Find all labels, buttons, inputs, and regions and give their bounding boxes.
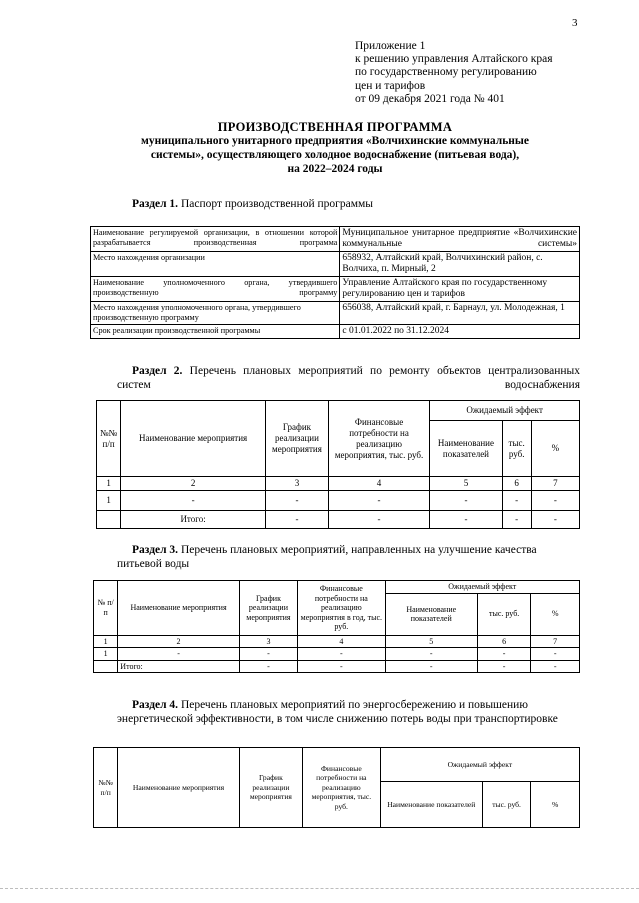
col-number: 3 <box>266 477 329 491</box>
table-cell: - <box>266 491 329 511</box>
header-indicator: Наименование показателей <box>430 421 502 477</box>
title-main: ПРОИЗВОДСТВЕННАЯ ПРОГРАММА <box>217 120 453 134</box>
col-number: 2 <box>118 635 240 648</box>
appendix-line: по государственному регулированию <box>355 66 537 79</box>
table-cell: 1 <box>97 491 121 511</box>
passport-cell-label: Наименование регулируемой организации, в отношении которой разрабатывается производственная программа <box>91 227 340 252</box>
table-cell: - <box>298 648 385 661</box>
passport-cell-value: 656038, Алтайский край, г. Барнаул, ул. Молодежная, 1 <box>340 302 580 325</box>
table-total-row <box>94 660 580 673</box>
section3-text: Перечень плановых мероприятий, направленных на улучшение качества питьевой воды <box>117 544 537 570</box>
table-cell: - <box>531 511 579 529</box>
total-label: Итого: <box>121 511 266 529</box>
table-row <box>91 227 580 252</box>
table-cell: - <box>328 511 429 529</box>
table-total-row <box>97 511 580 529</box>
passport-cell-label: Место нахождения уполномоченного органа, утвердившего производственную программу <box>91 302 340 325</box>
table-cell <box>97 511 121 529</box>
col-number: 6 <box>477 635 530 648</box>
header-schedule: График реализации мероприятия <box>239 581 297 636</box>
passport-cell-label: Наименование уполномоченного органа, утвердившего производственную программу <box>91 277 340 302</box>
page-number: 3 <box>572 17 578 29</box>
col-number: 1 <box>94 635 118 648</box>
header-effect: Ожидаемый эффект <box>430 401 580 421</box>
section3-label: Раздел 3. <box>132 544 179 556</box>
table-cell: - <box>298 660 385 673</box>
energy-saving-table <box>93 747 580 828</box>
header-name: Наименование мероприятия <box>118 581 240 636</box>
table-cell: - <box>531 648 580 661</box>
table-cell: - <box>531 660 580 673</box>
document-title <box>90 120 580 176</box>
water-quality-table <box>93 580 580 673</box>
table-cell: - <box>477 648 530 661</box>
table-cell: - <box>385 648 477 661</box>
table-cell: - <box>121 491 266 511</box>
header-rub: тыс. руб. <box>477 593 530 635</box>
table-cell: - <box>477 660 530 673</box>
passport-cell-value: 658932, Алтайский край, Волчихинский район, с. Волчиха, п. Мирный, 2 <box>340 252 580 277</box>
header-pct: % <box>531 593 580 635</box>
col-number: 5 <box>385 635 477 648</box>
header-name: Наименование мероприятия <box>118 748 240 828</box>
table-header-row <box>97 401 580 421</box>
table-cell: - <box>385 660 477 673</box>
table-cell <box>94 660 118 673</box>
table-cell: - <box>266 511 329 529</box>
header-pct: % <box>531 421 579 477</box>
header-indicator: Наименование показателей <box>380 782 482 828</box>
col-number: 2 <box>121 477 266 491</box>
header-indicator: Наименование показателей <box>385 593 477 635</box>
col-number: 6 <box>502 477 531 491</box>
table-cell: - <box>239 648 297 661</box>
table-cell: - <box>239 660 297 673</box>
header-name: Наименование мероприятия <box>121 401 266 477</box>
passport-table <box>90 226 580 339</box>
header-rub: тыс. руб. <box>482 782 531 828</box>
table-header-row <box>94 581 580 594</box>
header-finance: Финансовые потребности на реализацию мероприятия, тыс. руб. <box>302 748 380 828</box>
section2-heading <box>117 364 580 392</box>
table-row <box>91 252 580 277</box>
table-row <box>97 491 580 511</box>
section4-label: Раздел 4. <box>132 699 179 711</box>
col-number: 7 <box>531 635 580 648</box>
passport-cell-value: Муниципальное унитарное предприятие «Волчихинские коммунальные системы» <box>340 227 580 252</box>
table-cell: - <box>328 491 429 511</box>
header-finance: Финансовые потребности на реализацию мероприятия в год, тыс. руб. <box>298 581 385 636</box>
table-cell: - <box>502 491 531 511</box>
header-schedule: График реализации мероприятия <box>266 401 329 477</box>
appendix-line: Приложение 1 <box>355 40 426 52</box>
title-line: на 2022–2024 годы <box>287 163 383 175</box>
header-effect: Ожидаемый эффект <box>380 748 579 782</box>
table-cell: - <box>118 648 240 661</box>
header-schedule: График реализации мероприятия <box>239 748 302 828</box>
table-row <box>94 635 580 648</box>
section1-heading <box>132 197 373 211</box>
section2-label: Раздел 2. <box>132 365 183 377</box>
passport-cell-label: Место нахождения организации <box>91 252 340 277</box>
header-rub: тыс. руб. <box>502 421 531 477</box>
table-cell: - <box>430 491 502 511</box>
section2-text: Перечень плановых мероприятий по ремонту объектов централизованных систем водоснабжения <box>117 365 580 391</box>
col-number: 1 <box>97 477 121 491</box>
col-number: 4 <box>328 477 429 491</box>
header-num: №№ п/п <box>94 748 118 828</box>
section3-heading <box>117 543 580 571</box>
appendix-line: от 09 декабря 2021 года № 401 <box>355 92 505 105</box>
table-row <box>91 302 580 325</box>
table-cell: - <box>502 511 531 529</box>
col-number: 3 <box>239 635 297 648</box>
header-effect: Ожидаемый эффект <box>385 581 579 594</box>
total-label: Итого: <box>118 660 240 673</box>
table-row <box>91 277 580 302</box>
appendix-line: к решению управления Алтайского края <box>355 53 553 66</box>
table-row <box>97 477 580 491</box>
appendix-line: цен и тарифов <box>355 79 426 92</box>
table-cell: 1 <box>94 648 118 661</box>
section4-heading <box>117 698 580 726</box>
passport-cell-value: с 01.01.2022 по 31.12.2024 <box>340 325 580 339</box>
appendix-block <box>355 40 553 106</box>
col-number: 4 <box>298 635 385 648</box>
header-pct: % <box>531 782 580 828</box>
repair-measures-table <box>96 400 580 529</box>
passport-cell-label: Срок реализации производственной программы <box>91 325 340 339</box>
table-row <box>94 648 580 661</box>
passport-cell-value: Управление Алтайского края по государственному регулированию цен и тарифов <box>340 277 580 302</box>
page-bottom-divider <box>0 888 639 889</box>
table-cell: - <box>531 491 579 511</box>
col-number: 5 <box>430 477 502 491</box>
header-num: № п/п <box>94 581 118 636</box>
section1-label: Раздел 1. <box>132 198 179 210</box>
table-header-row <box>94 748 580 782</box>
table-row <box>91 325 580 339</box>
title-line: муниципального унитарного предприятия «Волчихинские коммунальные <box>140 135 529 147</box>
section1-text: Паспорт производственной программы <box>178 198 374 210</box>
header-finance: Финансовые потребности на реализацию мероприятия, тыс. руб. <box>328 401 429 477</box>
table-cell: - <box>430 511 502 529</box>
header-num: №№ п/п <box>97 401 121 477</box>
title-line: системы», осуществляющего холодное водоснабжение (питьевая вода), <box>150 149 520 161</box>
section4-text: Перечень плановых мероприятий по энергосбережению и повышению энергетической эффективности, в том числе снижению потерь воды при транспортировке <box>117 699 558 725</box>
col-number: 7 <box>531 477 579 491</box>
